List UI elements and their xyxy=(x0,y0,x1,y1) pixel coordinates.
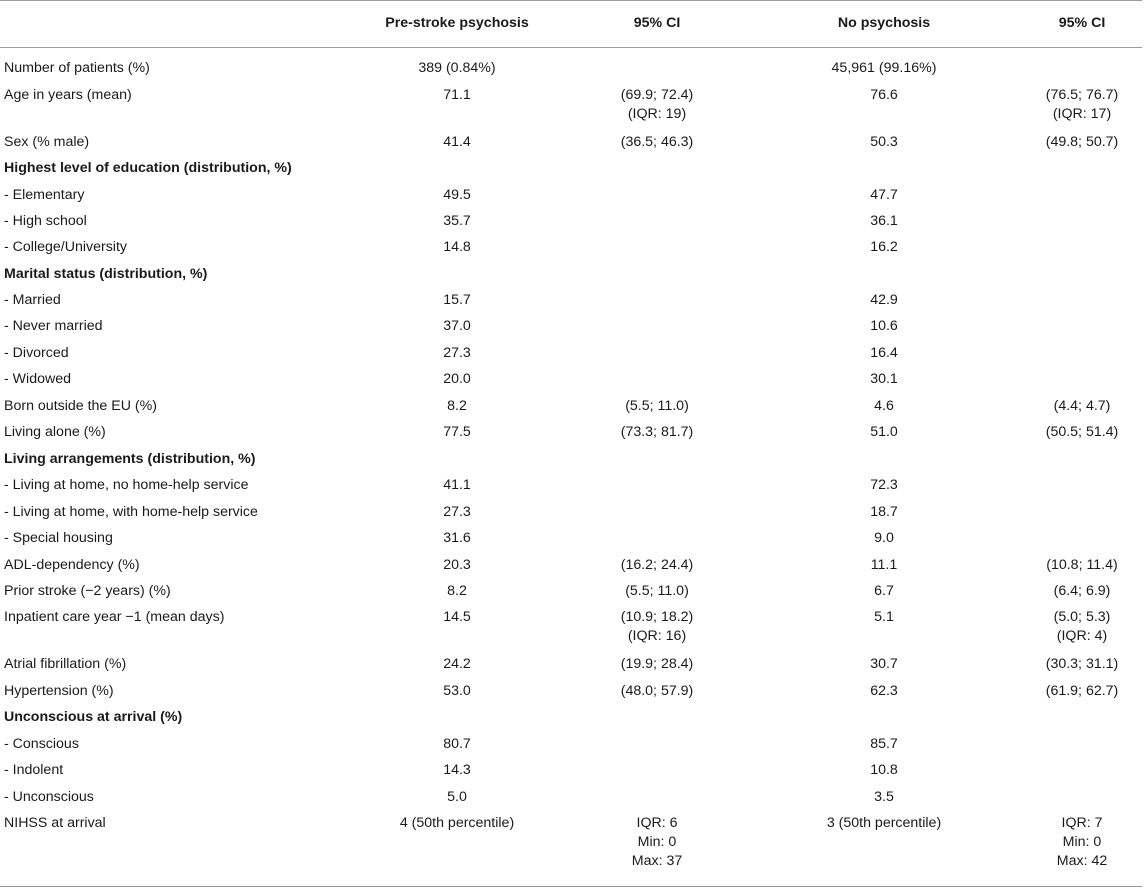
pre-stroke-value: 14.8 xyxy=(443,239,471,255)
no-psychosis-value: 30.7 xyxy=(870,656,898,672)
row-label: - Never married xyxy=(4,318,103,334)
pre-stroke-value: 77.5 xyxy=(443,424,471,440)
no-psychosis-ci xyxy=(1020,608,1144,646)
ci-line: (69.9; 72.4) xyxy=(620,87,694,103)
row-label: - Divorced xyxy=(4,345,69,361)
no-psychosis-value: 72.3 xyxy=(870,477,898,493)
no-psychosis-value: 10.8 xyxy=(870,762,898,778)
no-psychosis-ci xyxy=(1020,397,1144,416)
no-psychosis-value: 16.2 xyxy=(870,239,898,255)
no-psychosis-value: 18.7 xyxy=(870,504,898,520)
pre-stroke-value: 20.0 xyxy=(443,371,471,387)
no-psychosis-value: 3.5 xyxy=(874,789,894,805)
row-label: - Living at home, no home-help service xyxy=(4,477,249,493)
row-label: - Conscious xyxy=(4,736,79,752)
no-psychosis-value: 6.7 xyxy=(874,583,894,599)
header-pre-ci: 95% CI xyxy=(633,15,681,31)
no-psychosis-value: 4.6 xyxy=(874,398,894,414)
row-label: - Widowed xyxy=(4,371,72,387)
no-psychosis-ci xyxy=(1020,86,1144,124)
ci-line: (30.3; 31.1) xyxy=(1045,656,1119,672)
no-psychosis-value: 5.1 xyxy=(874,609,894,625)
pre-stroke-value: 389 (0.84%) xyxy=(418,60,496,76)
pre-stroke-value: 35.7 xyxy=(443,213,471,229)
ci-line: Min: 0 xyxy=(1062,834,1102,850)
no-psychosis-value: 11.1 xyxy=(870,557,898,573)
section-label: Living arrangements (distribution, %) xyxy=(4,451,256,467)
no-psychosis-ci xyxy=(1020,556,1144,575)
pre-stroke-value: 5.0 xyxy=(447,789,467,805)
ci-line: (19.9; 28.4) xyxy=(620,656,694,672)
pre-stroke-ci xyxy=(595,423,719,442)
pre-stroke-value: 27.3 xyxy=(443,345,471,361)
row-label: NIHSS at arrival xyxy=(4,815,106,831)
row-label: Atrial fibrillation (%) xyxy=(4,656,127,672)
no-psychosis-value: 47.7 xyxy=(870,187,898,203)
ci-line: (10.8; 11.4) xyxy=(1046,557,1118,573)
row-label: Sex (% male) xyxy=(4,134,90,150)
no-psychosis-value: 42.9 xyxy=(870,292,898,308)
header-rule xyxy=(0,47,1142,48)
no-psychosis-ci xyxy=(1020,582,1144,601)
pre-stroke-value: 53.0 xyxy=(443,683,471,699)
ci-line: (IQR: 16) xyxy=(627,628,687,644)
ci-line: (IQR: 19) xyxy=(627,106,687,122)
no-psychosis-value: 76.6 xyxy=(870,87,898,103)
pre-stroke-value: 80.7 xyxy=(443,736,471,752)
no-psychosis-value: 50.3 xyxy=(870,134,898,150)
row-label: - High school xyxy=(4,213,87,229)
ci-line: (16.2; 24.4) xyxy=(620,557,694,573)
pre-stroke-value: 8.2 xyxy=(447,583,467,599)
ci-line: (4.4; 4.7) xyxy=(1053,398,1111,414)
no-psychosis-ci xyxy=(1020,423,1144,442)
ci-line: (48.0; 57.9) xyxy=(620,683,694,699)
no-psychosis-value: 85.7 xyxy=(870,736,898,752)
pre-stroke-value: 41.4 xyxy=(443,134,471,150)
ci-line: (49.8; 50.7) xyxy=(1045,134,1119,150)
row-label: - Special housing xyxy=(4,530,113,546)
ci-line: (36.5; 46.3) xyxy=(620,134,694,150)
row-label: Born outside the EU (%) xyxy=(4,398,157,414)
ci-line: (73.3; 81.7) xyxy=(620,424,694,440)
pre-stroke-value: 8.2 xyxy=(447,398,467,414)
pre-stroke-value: 24.2 xyxy=(443,656,471,672)
pre-stroke-value: 49.5 xyxy=(443,187,471,203)
header-pre-stroke-psychosis: Pre-stroke psychosis xyxy=(385,15,529,31)
pre-stroke-ci xyxy=(595,682,719,701)
ci-line: (10.9; 18.2) xyxy=(620,609,694,625)
no-psychosis-ci xyxy=(1020,655,1144,674)
section-label: Marital status (distribution, %) xyxy=(4,266,208,282)
pre-stroke-value: 14.5 xyxy=(443,609,471,625)
ci-line: Min: 0 xyxy=(637,834,677,850)
ci-line: (IQR: 4) xyxy=(1056,628,1108,644)
ci-line: Max: 37 xyxy=(631,853,683,869)
pre-stroke-value: 71.1 xyxy=(443,87,471,103)
pre-stroke-ci xyxy=(595,133,719,152)
row-label: - Indolent xyxy=(4,762,64,778)
pre-stroke-value: 41.1 xyxy=(443,477,471,493)
ci-line: IQR: 7 xyxy=(1061,815,1103,831)
ci-line: (6.4; 6.9) xyxy=(1053,583,1111,599)
row-label: - Unconscious xyxy=(4,789,94,805)
ci-line: (5.5; 11.0) xyxy=(625,398,689,414)
pre-stroke-ci xyxy=(595,814,719,871)
pre-stroke-ci xyxy=(595,86,719,124)
row-label: Inpatient care year −1 (mean days) xyxy=(4,609,225,625)
no-psychosis-value: 36.1 xyxy=(870,213,898,229)
row-label: - Living at home, with home-help service xyxy=(4,504,258,520)
row-label: Age in years (mean) xyxy=(4,87,132,103)
top-rule xyxy=(0,0,1142,1)
section-label: Highest level of education (distribution, %) xyxy=(4,160,292,176)
row-label: - College/University xyxy=(4,239,127,255)
ci-line: (IQR: 17) xyxy=(1052,106,1112,122)
ci-line: (5.5; 11.0) xyxy=(625,583,689,599)
row-label: Hypertension (%) xyxy=(4,683,114,699)
pre-stroke-value: 20.3 xyxy=(443,557,471,573)
no-psychosis-value: 9.0 xyxy=(874,530,894,546)
row-label: Prior stroke (−2 years) (%) xyxy=(4,583,171,599)
row-label: Living alone (%) xyxy=(4,424,106,440)
header-no-psychosis: No psychosis xyxy=(837,15,931,31)
bottom-rule xyxy=(0,886,1142,887)
ci-line: IQR: 6 xyxy=(636,815,678,831)
no-psychosis-ci xyxy=(1020,133,1144,152)
section-label: Unconscious at arrival (%) xyxy=(4,709,183,725)
pre-stroke-ci xyxy=(595,556,719,575)
ci-line: Max: 42 xyxy=(1056,853,1108,869)
no-psychosis-value: 30.1 xyxy=(870,371,898,387)
no-psychosis-value: 10.6 xyxy=(870,318,898,334)
pre-stroke-value: 15.7 xyxy=(443,292,471,308)
ci-line: (61.9; 62.7) xyxy=(1045,683,1119,699)
pre-stroke-ci xyxy=(595,582,719,601)
no-psychosis-ci xyxy=(1020,682,1144,701)
pre-stroke-ci xyxy=(595,655,719,674)
no-psychosis-value: 45,961 (99.16%) xyxy=(831,60,937,76)
row-label: - Elementary xyxy=(4,187,85,203)
pre-stroke-value: 27.3 xyxy=(443,504,471,520)
header-no-ci: 95% CI xyxy=(1058,15,1106,31)
no-psychosis-value: 51.0 xyxy=(870,424,898,440)
no-psychosis-value: 3 (50th percentile) xyxy=(826,815,942,831)
pre-stroke-ci xyxy=(595,608,719,646)
row-label: Number of patients (%) xyxy=(4,60,150,76)
ci-line: (50.5; 51.4) xyxy=(1045,424,1119,440)
no-psychosis-ci xyxy=(1020,814,1144,871)
no-psychosis-value: 62.3 xyxy=(870,683,898,699)
pre-stroke-value: 37.0 xyxy=(443,318,471,334)
row-label: - Married xyxy=(4,292,61,308)
ci-line: (5.0; 5.3) xyxy=(1053,609,1111,625)
pre-stroke-ci xyxy=(595,397,719,416)
pre-stroke-value: 31.6 xyxy=(443,530,471,546)
pre-stroke-value: 4 (50th percentile) xyxy=(399,815,515,831)
no-psychosis-value: 16.4 xyxy=(870,345,898,361)
ci-line: (76.5; 76.7) xyxy=(1045,87,1119,103)
row-label: ADL-dependency (%) xyxy=(4,557,140,573)
pre-stroke-value: 14.3 xyxy=(443,762,471,778)
